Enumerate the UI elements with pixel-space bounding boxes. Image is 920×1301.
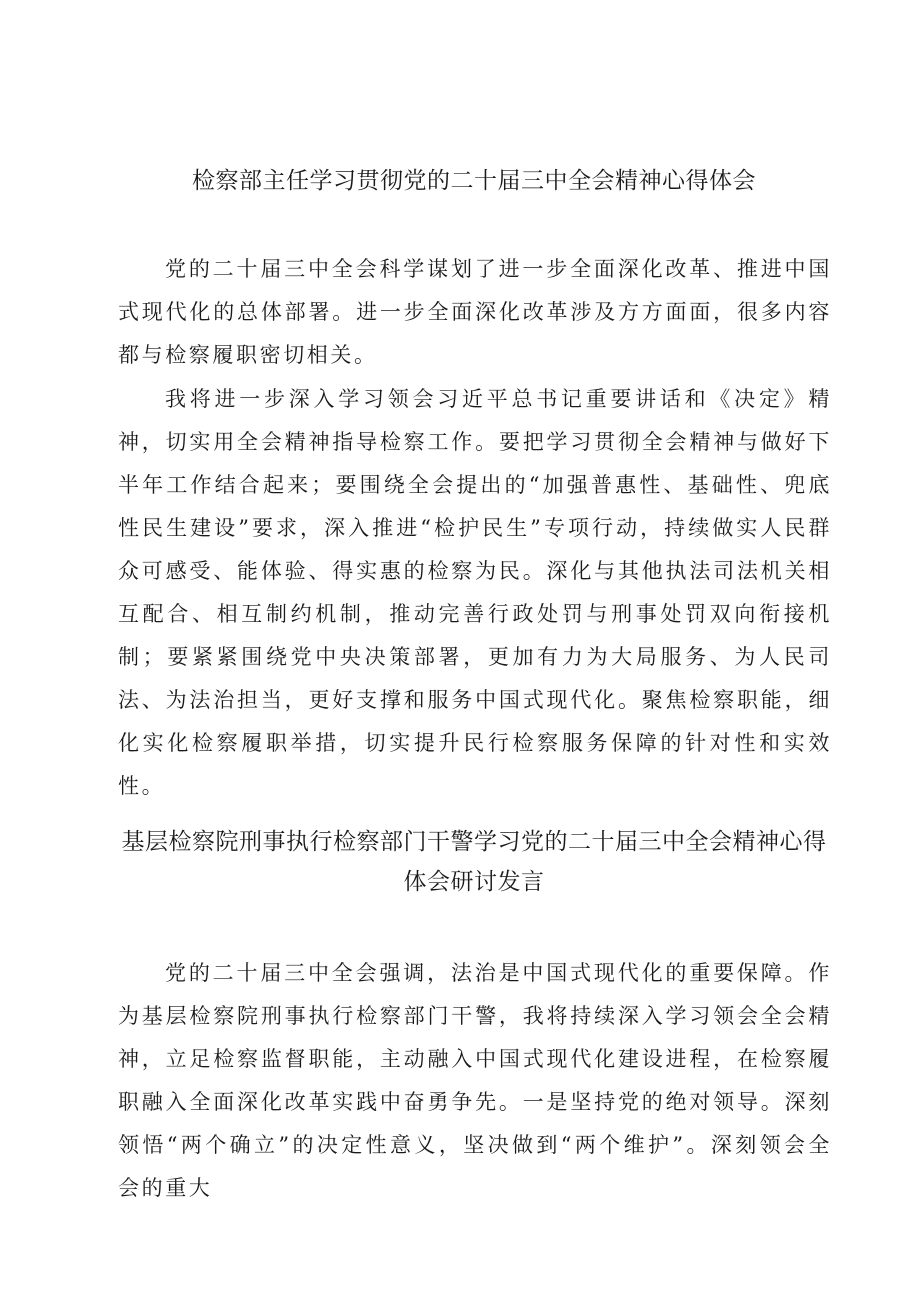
article-1-paragraph-1: 党的二十届三中全会科学谋划了进一步全面深化改革、推进中国式现代化的总体部署。进一步全面深化改革涉及方方面面，很多内容都与检察履职密切相关。 (118, 257, 832, 367)
article-title-2: 基层检察院刑事执行检察部门干警学习党的二十届三中全会精神心得体会研讨发言 (121, 829, 827, 895)
article-2-paragraph-1: 党的二十届三中全会强调，法治是中国式现代化的重要保障。作为基层检察院刑事执行检察部门干警，我将持续深入学习领会全会精神，立足检察监督职能，主动融入中国式现代化建设进程，在检察履职融入全面深化改革实践中奋勇争先。一是坚持党的绝对领导。深刻领悟“两个确立”的决定性意义，坚决做到“两个维护”。深刻领会全会的重大 (118, 961, 832, 1200)
article-1-paragraph-2: 我将进一步深入学习领会习近平总书记重要讲话和《决定》精神，切实用全会精神指导检察工作。要把学习贯彻全会精神与做好下半年工作结合起来；要围绕全会提出的“加强普惠性、基础性、兜底性民生建设”要求，深入推进“检护民生”专项行动，持续做实人民群众可感受、能体验、得实惠的检察为民。深化与其他执法司法机关相互配合、相互制约机制，推动完善行政处罚与刑事处罚双向衔接机制；要紧紧围绕党中央决策部署，更加有力为大局服务、为人民司法、为法治担当，更好支撑和服务中国式现代化。聚焦检察职能，细化实化检察履职举措，切实提升民行检察服务保障的针对性和实效性。 (118, 387, 832, 798)
article-title-1: 检察部主任学习贯彻党的二十届三中全会精神心得体会 (192, 168, 756, 194)
